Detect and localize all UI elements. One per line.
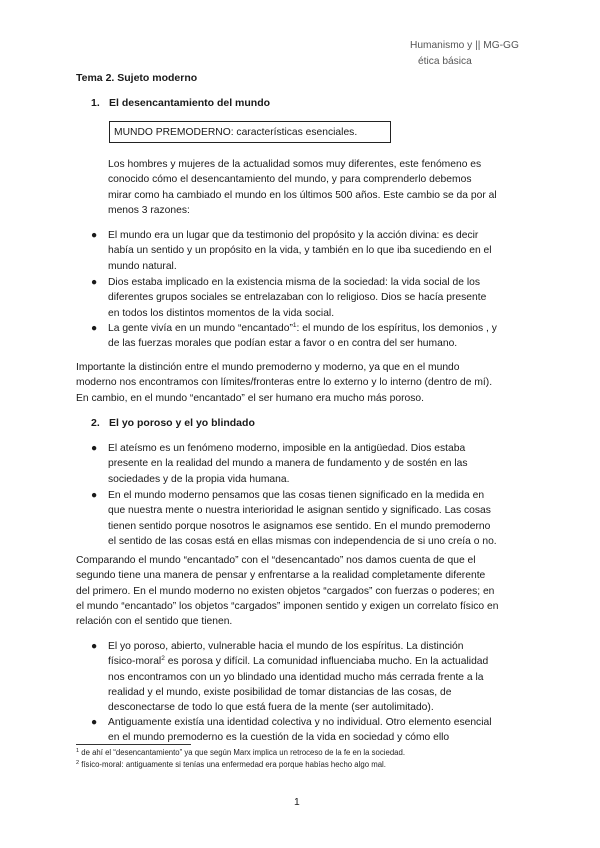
bullet-line: tienen sentido porque nosotros le asignamos ese sentido. En el mundo premoderno — [108, 520, 491, 532]
bullet-line: sociedades y de la propia vida humana. — [108, 473, 290, 485]
bullet-line: en el mundo premoderno es la cuestión de la vida en sociedad y cómo ello — [108, 732, 450, 744]
bullet-icon: ● — [91, 277, 98, 288]
closing-line: Importante la distinción entre el mundo premoderno y moderno, ya que en el mundo — [76, 362, 460, 373]
comparison-line: relación con el sentido que tienen. — [76, 616, 233, 628]
bullet-icon: ● — [91, 323, 98, 334]
bullet-line: que nuestra mente o nuestra interioridad le asignan sentido y significado. Las cosas — [108, 505, 491, 517]
footnote-mark: 2 — [76, 760, 80, 766]
section-1-closing — [76, 360, 546, 406]
header-line-1: Humanismo y || MG-GG — [410, 40, 519, 51]
bullet-line — [108, 321, 532, 336]
bullet-text: : el mundo de los espíritus, los demonios , y — [296, 323, 497, 334]
intro-line: mirar como ha cambiado el mundo en los últimos 500 años. Este cambio se da por al — [108, 189, 497, 201]
comparison-line: el mundo “encantado” los objetos “cargados” imponen sentido y exigen un correlato físico en — [76, 600, 499, 612]
premodern-box: MUNDO PREMODERNO: características esenciales. — [109, 121, 391, 143]
page-number: 1 — [294, 797, 300, 808]
bullet-line: desconectarse de todo lo que está fuera de la mente (ser autolimitado). — [108, 702, 434, 714]
bullet-icon: ● — [91, 230, 98, 241]
bullet-line: diferentes grupos sociales se entrelazaban con lo religioso. Dios se hacía presente — [108, 292, 487, 304]
bullet-icon: ● — [91, 443, 98, 454]
bullet-line: había un sentido y un propósito en la vida, y también en lo que iba sucediendo en el — [108, 245, 492, 257]
bullet-line: realidad y el mundo, existe posibilidad de tomar distancias de las cosas, de — [108, 686, 452, 698]
section-1-heading — [91, 97, 270, 109]
bullet-line: Antiguamente existía una identidad colectiva y no individual. Otro elemento esencial — [108, 717, 492, 728]
section-1-number: 1. — [91, 97, 100, 109]
intro-line: menos 3 razones: — [108, 204, 190, 216]
section-1-title: El desencantamiento del mundo — [109, 97, 271, 109]
footnote-2 — [76, 760, 386, 770]
footnote-ref-2[interactable]: 2 — [161, 655, 165, 663]
intro-line: conocido cómo el desencantamiento del mundo, y para comprenderlo debemos — [108, 174, 472, 186]
bullet-line: El yo poroso, abierto, vulnerable hacia el mundo de los espíritus. La distinción — [108, 641, 464, 652]
document-title: Tema 2. Sujeto moderno — [76, 72, 198, 84]
footnote-divider — [76, 744, 191, 745]
footnote-ref-1[interactable]: 1 — [292, 322, 297, 329]
header-line-2: ética básica — [418, 56, 472, 67]
section-2-title: El yo poroso y el yo blindado — [109, 417, 255, 429]
bullet-icon: ● — [91, 641, 98, 652]
bullet-line: El ateísmo es un fenómeno moderno, imposible en la antigüedad. Dios estaba — [108, 443, 466, 454]
bullet-icon: ● — [91, 490, 98, 501]
bullet-line: presente en la realidad del mundo a manera de fundamento y de sostén en las — [108, 458, 468, 470]
bullet-line: en todos los distintos momentos de la vida social. — [108, 307, 335, 319]
comparison-line: del primero. En el mundo moderno no existen objetos “cargados” con fuerzas o poderes; en — [76, 585, 495, 597]
comparison-line: Comparando el mundo “encantado” con el “desencantado” nos damos cuenta de que el — [76, 555, 476, 566]
comparison-line: segundo tiene una manera de pensar y enfrentarse a la realidad completamente diferente — [76, 570, 486, 582]
bullet-line: En el mundo moderno pensamos que las cosas tienen significado en la medida en — [108, 490, 485, 501]
footnote-text: de ahí el “desencantamiento” ya que según Marx implica un retroceso de la fe en la sociedad. — [79, 748, 405, 757]
page-header — [410, 38, 519, 70]
bullet-text: es porosa y difícil. La comunidad influenciaba mucho. En la actualidad — [164, 656, 489, 668]
bullet-line: mundo natural. — [108, 260, 177, 272]
bullet-line: de las fuerzas morales que podían estar a favor o en contra del ser humano. — [108, 338, 458, 350]
bullet-line: El mundo era un lugar que da testimonio del propósito y la acción divina: es decir — [108, 230, 479, 241]
bullet-line — [108, 654, 532, 669]
footnote-mark: 1 — [76, 748, 80, 754]
bullet-icon: ● — [91, 717, 98, 728]
bullet-line: Dios estaba implicado en la existencia misma de la sociedad: la vida social de los — [108, 277, 481, 288]
bullet-text: físico-moral — [108, 656, 162, 668]
bullet-text: La gente vivía en un mundo “encantado” — [108, 323, 293, 334]
footnote-text: físico-moral: antiguamente si tenías una enfermedad era porque habías hecho algo mal. — [79, 760, 386, 769]
closing-line: moderno nos encontramos con límites/fronteras entre lo externo y lo interno (dentro de mí). — [76, 377, 493, 389]
footnote-1 — [76, 748, 405, 758]
section-1-intro — [108, 157, 548, 218]
intro-line: Los hombres y mujeres de la actualidad somos muy diferentes, este fenómeno es — [108, 159, 482, 170]
section-2-number: 2. — [91, 417, 100, 429]
section-2-comparison — [76, 553, 546, 629]
closing-line: En cambio, en el mundo “encantado” el ser humano era mucho más poroso. — [76, 392, 424, 404]
bullet-line: el sentido de las cosas está en ellas mismas con independencia de si uno creía o no. — [108, 535, 497, 547]
section-2-heading — [91, 417, 255, 429]
bullet-line: nos encontramos con un yo blindado una identidad mucho más cerrada frente a la — [108, 671, 484, 683]
